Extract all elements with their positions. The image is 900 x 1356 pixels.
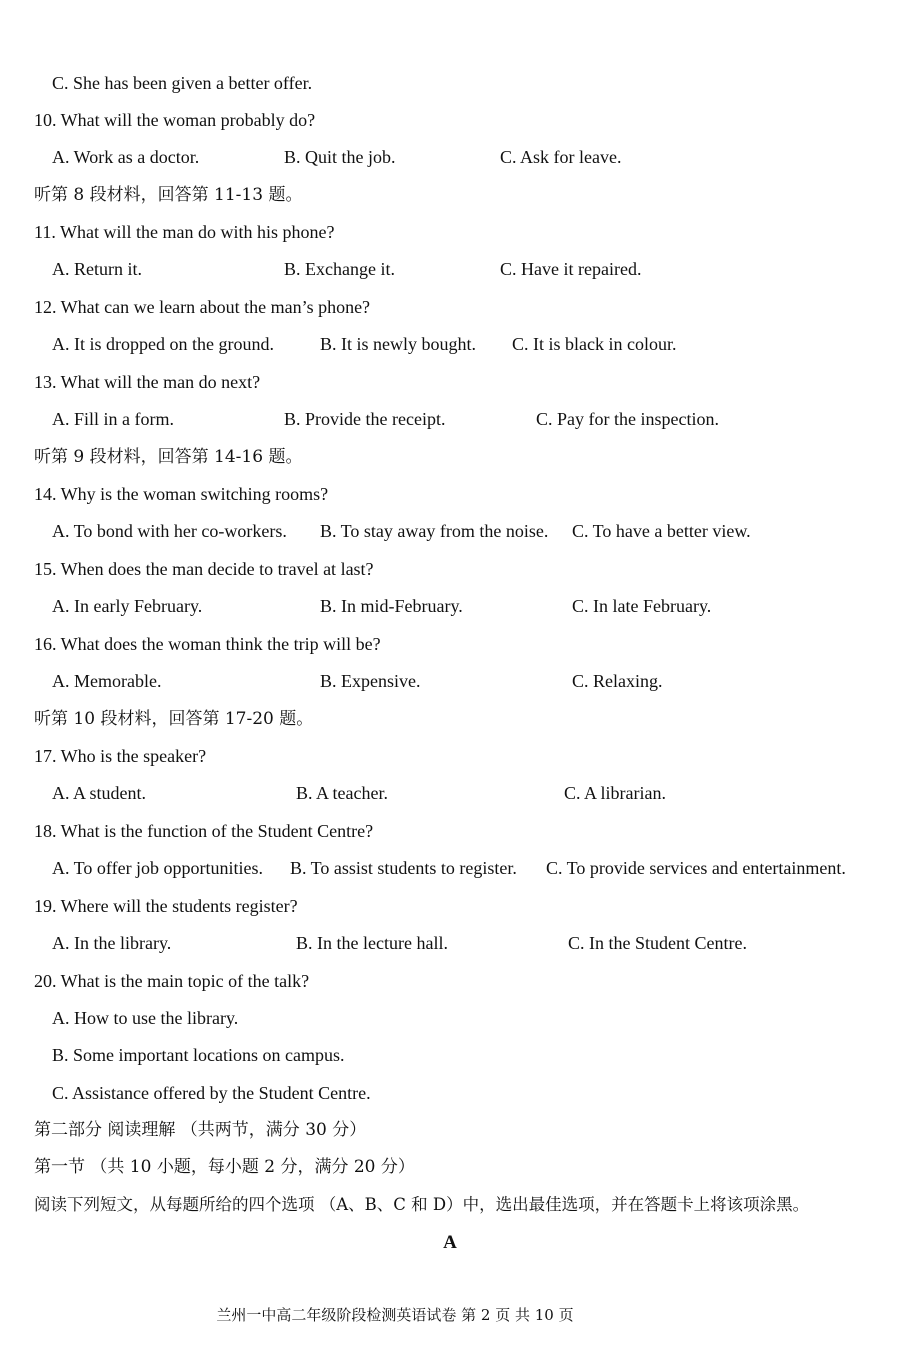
part-title: 第二部分 阅读理解 （共两节，满分 30 分） bbox=[34, 1120, 367, 1140]
option-a: A. Return it. bbox=[52, 259, 142, 279]
option-b: B. Provide the receipt. bbox=[284, 409, 446, 429]
question-10: 10. What will the woman probably do? bbox=[34, 110, 316, 130]
passage-label: A bbox=[443, 1232, 457, 1253]
option-c: C. In late February. bbox=[572, 596, 712, 616]
section-instruction-10: 听第 10 段材料，回答第 17-20 题。 bbox=[34, 709, 314, 729]
question-17: 17. Who is the speaker? bbox=[34, 746, 207, 766]
option-a: A. To bond with her co-workers. bbox=[52, 521, 287, 541]
option-c: C. Have it repaired. bbox=[500, 259, 642, 279]
option-c: C. Ask for leave. bbox=[500, 147, 622, 167]
question-15: 15. When does the man decide to travel at last? bbox=[34, 559, 374, 579]
option-b: B. In mid-February. bbox=[320, 596, 463, 616]
option-c: C. To provide services and entertainment. bbox=[546, 858, 846, 878]
option-a: A. In early February. bbox=[52, 596, 203, 616]
section-title: 第一节 （共 10 小题，每小题 2 分，满分 20 分） bbox=[34, 1157, 415, 1177]
question-20: 20. What is the main topic of the talk? bbox=[34, 971, 310, 991]
question-12: 12. What can we learn about the man’s phone? bbox=[34, 297, 371, 317]
question-19: 19. Where will the students register? bbox=[34, 896, 298, 916]
option-b: B. Some important locations on campus. bbox=[52, 1045, 345, 1065]
option-b: B. In the lecture hall. bbox=[296, 933, 448, 953]
option-c: C. In the Student Centre. bbox=[568, 933, 747, 953]
option-a: A. To offer job opportunities. bbox=[52, 858, 264, 878]
question-11: 11. What will the man do with his phone? bbox=[34, 222, 335, 242]
question-16: 16. What does the woman think the trip will be? bbox=[34, 634, 381, 654]
option-b: B. Expensive. bbox=[320, 671, 421, 691]
section-instruction-9: 听第 9 段材料，回答第 14-16 题。 bbox=[34, 447, 303, 467]
option-c: C. A librarian. bbox=[564, 783, 666, 803]
option-b: B. Quit the job. bbox=[284, 147, 396, 167]
option-c: C. To have a better view. bbox=[572, 521, 751, 541]
option-c-q9: C. She has been given a better offer. bbox=[52, 73, 313, 93]
option-a: A. Work as a doctor. bbox=[52, 147, 200, 167]
question-13: 13. What will the man do next? bbox=[34, 372, 261, 392]
option-a: A. Memorable. bbox=[52, 671, 162, 691]
section-instruction-8: 听第 8 段材料，回答第 11-13 题。 bbox=[34, 185, 303, 205]
option-b: B. A teacher. bbox=[296, 783, 388, 803]
option-a: A. It is dropped on the ground. bbox=[52, 334, 274, 354]
page-footer: 兰州一中高二年级阶段检测英语试卷 第 2 页 共 10 页 bbox=[216, 1306, 574, 1324]
option-c: C. Relaxing. bbox=[572, 671, 663, 691]
option-a: A. How to use the library. bbox=[52, 1008, 239, 1028]
option-c: C. Assistance offered by the Student Centre. bbox=[52, 1083, 371, 1103]
reading-instructions: 阅读下列短文，从每题所给的四个选项 （A、B、C 和 D）中，选出最佳选项，并在答题卡上将该项涂黑。 bbox=[34, 1195, 810, 1214]
option-c: C. Pay for the inspection. bbox=[536, 409, 719, 429]
question-14: 14. Why is the woman switching rooms? bbox=[34, 484, 329, 504]
option-b: B. It is newly bought. bbox=[320, 334, 476, 354]
option-a: A. A student. bbox=[52, 783, 147, 803]
option-c: C. It is black in colour. bbox=[512, 334, 677, 354]
option-a: A. In the library. bbox=[52, 933, 172, 953]
option-a: A. Fill in a form. bbox=[52, 409, 174, 429]
option-b: B. To assist students to register. bbox=[290, 858, 517, 878]
option-b: B. Exchange it. bbox=[284, 259, 395, 279]
option-b: B. To stay away from the noise. bbox=[320, 521, 549, 541]
question-18: 18. What is the function of the Student Centre? bbox=[34, 821, 374, 841]
